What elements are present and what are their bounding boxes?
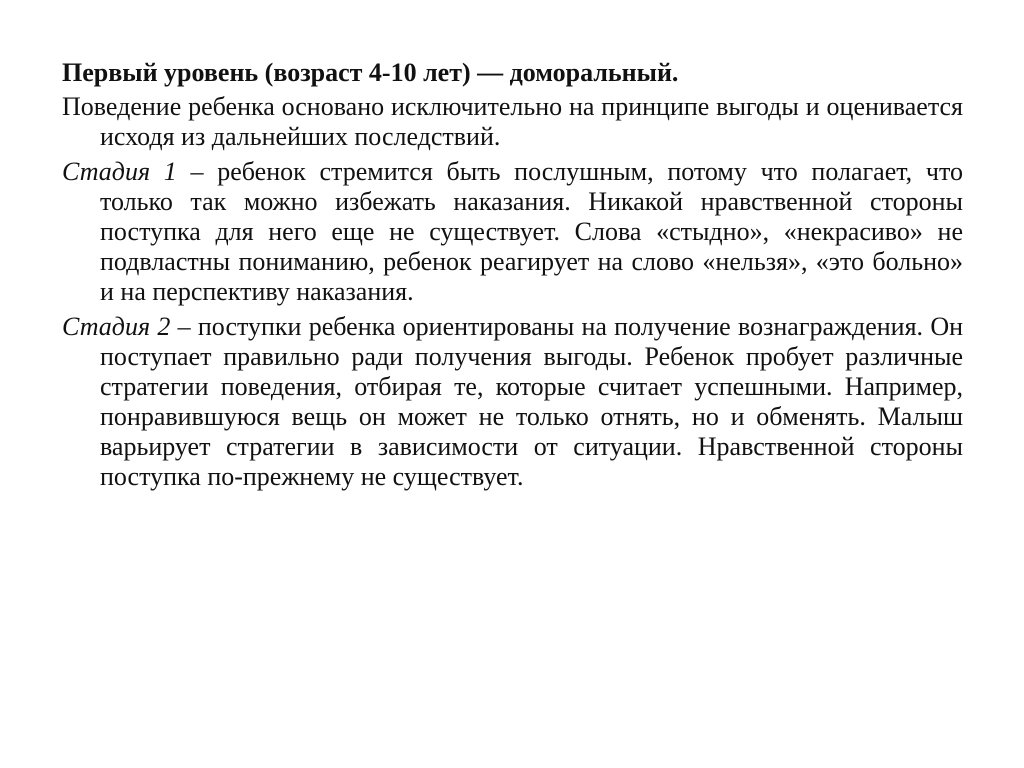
stage-2-paragraph: [62, 312, 963, 492]
stage-1-text: – ребенок стремится быть послушным, потому что полагает, что только так можно избежать наказания. Никакой нравственной стороны поступка для него еще не существует. Слова «стыдно», «некрасиво» не подвластны пониманию, ребенок реагирует на слово «нельзя», «это больно» и на перспективу наказания.: [100, 157, 963, 306]
stage-1-label: Стадия 1: [62, 157, 177, 186]
intro-paragraph: Поведение ребенка основано исключительно на принципе выгоды и оценивается исходя из дальнейших последствий.: [62, 92, 963, 151]
level-heading: Первый уровень (возраст 4-10 лет) — доморальный.: [62, 58, 679, 87]
slide-content: [62, 57, 963, 497]
stage-2-label: Стадия 2: [62, 312, 171, 341]
stage-1-paragraph: [62, 157, 963, 307]
stage-2-text: – поступки ребенка ориентированы на получение вознаграждения. Он поступает правильно ради получения выгоды. Ребенок пробует различные стратегии поведения, отбирая те, которые считает успешными. Например, понравившуюся вещь он может не только отнять, но и обменять. Малыш варьирует стратегии в зависимости от ситуации. Нравственной стороны поступка по-прежнему не существует.: [100, 312, 964, 491]
